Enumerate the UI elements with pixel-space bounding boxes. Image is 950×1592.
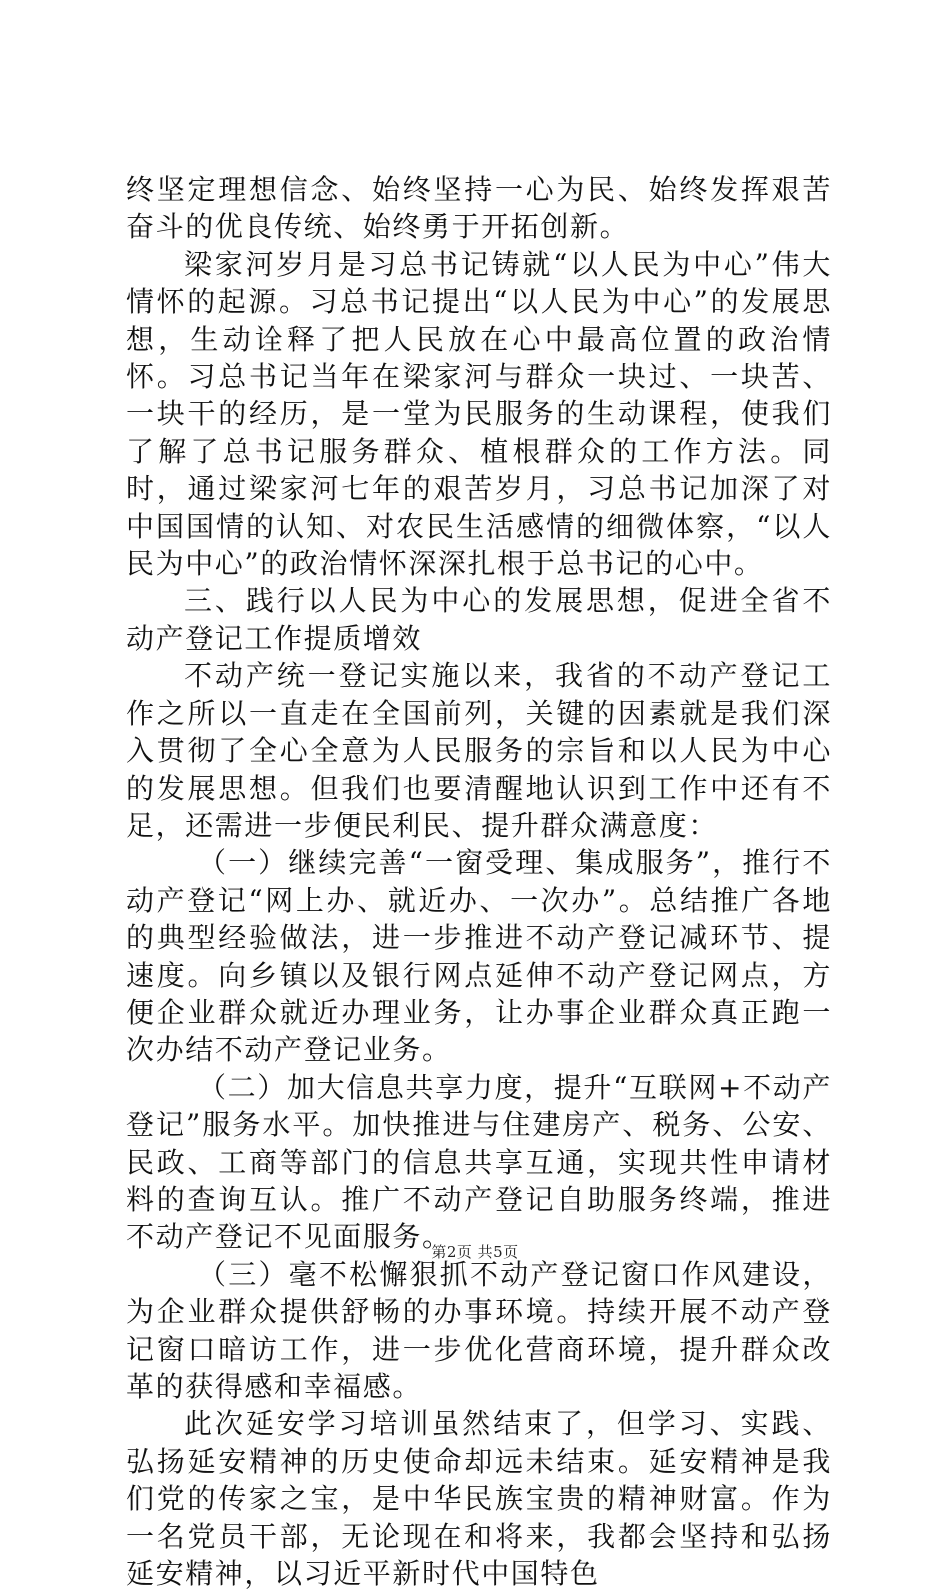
list-item-two: （二）加大信息共享力度，提升“互联网+不动产登记”服务水平。加快推进与住建房产、税务、公安、民政、工商等部门的信息共享互通，实现共性申请材料的查询互认。推广不动产登记自助服务终端，推进不动产登记不见面服务。 xyxy=(126,1070,832,1254)
page-number-footer: 第2页 共5页 xyxy=(431,1243,519,1261)
paragraph-conclusion: 此次延安学习培训虽然结束了，但学习、实践、弘扬延安精神的历史使命却远未结束。延安精神是我们党的传家之宝，是中华民族宝贵的精神财富。作为一名党员干部，无论现在和将来，我都会坚持和弘扬延安精神，以习近平新时代中国特色 xyxy=(126,1407,832,1591)
section-heading-three: 三、践行以人民为中心的发展思想，促进全省不动产登记工作提质增效 xyxy=(126,584,832,655)
paragraph-continuation: 终坚定理想信念、始终坚持一心为民、始终发挥艰苦奋斗的优良传统、始终勇于开拓创新。 xyxy=(126,173,832,244)
paragraph-registration-intro: 不动产统一登记实施以来，我省的不动产登记工作之所以一直走在全国前列，关键的因素就是我们深入贯彻了全心全意为人民服务的宗旨和以人民为中心的发展思想。但我们也要清醒地认识到工作中还有不足，还需进一步便民利民、提升群众满意度： xyxy=(126,659,832,842)
list-item-three: （三）毫不松懈狠抓不动产登记窗口作风建设，为企业群众提供舒畅的办事环境。持续开展不动产登记窗口暗访工作，进一步优化营商环境，提升群众改革的获得感和幸福感。 xyxy=(126,1257,832,1403)
document-body xyxy=(126,171,832,1592)
list-item-one: （一）继续完善“一窗受理、集成服务”，推行不动产登记“网上办、就近办、一次办”。总结推广各地的典型经验做法，进一步推进不动产登记减环节、提速度。向乡镇以及银行网点延伸不动产登记网点，方便企业群众就近办理业务，让办事企业群众真正跑一次办结不动产登记业务。 xyxy=(126,846,832,1067)
paragraph-liangjiahe: 梁家河岁月是习总书记铸就“以人民为中心”伟大情怀的起源。习总书记提出“以人民为中心”的发展思想，生动诠释了把人民放在心中最高位置的政治情怀。习总书记当年在梁家河与群众一块过、一块苦、一块干的经历，是一堂为民服务的生动课程，使我们了解了总书记服务群众、植根群众的工作方法。同时，通过梁家河七年的艰苦岁月，习总书记加深了对中国国情的认知、对农民生活感情的细微体察，“以人民为中心”的政治情怀深深扎根于总书记的心中。 xyxy=(126,247,832,581)
